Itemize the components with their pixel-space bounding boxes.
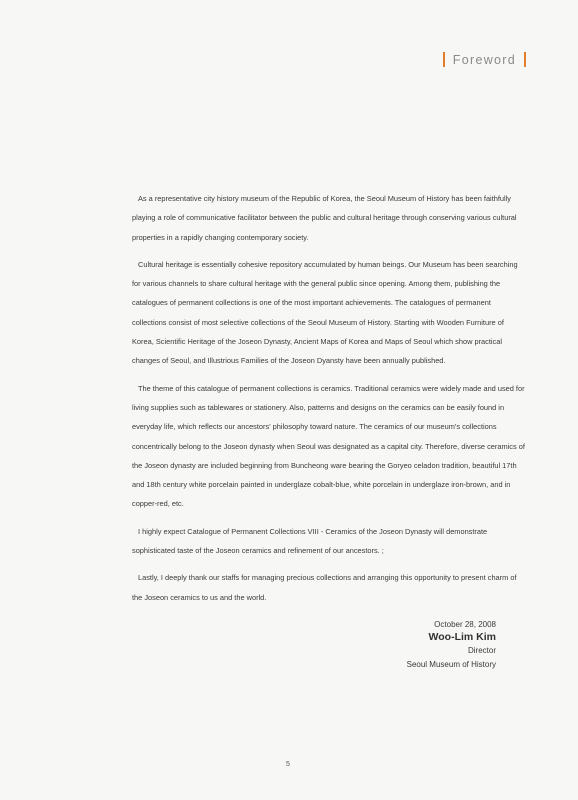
accent-bar-left [443,52,445,67]
signature-name: Woo-Lim Kim [428,631,496,644]
paragraph: Lastly, I deeply thank our staffs for managing precious collections and arranging this opportunity to present charm of the Joseon ceramics to us and the world. [132,573,517,602]
signature-organization: Seoul Museum of History [406,659,496,669]
paragraph: As a representative city history museum of the Republic of Korea, the Seoul Museum of History has been faithfully playing a role of communicative facilitator between the public and cultural heritage through conserving various cultural properties in a rapidly changing contemporary society. [132,194,517,242]
paragraph: Cultural heritage is essentially cohesive repository accumulated by human beings. Our Museum has been searching for various channels to share cultural heritage with the general public since opening. Among them, publishing the catalogues of permanent collections is one of the most important achievements. The catalogues of permanent collections consist of most selective collections of the Seoul Museum of History. Starting with Wooden Furniture of Korea, Scientific Heritage of the Joseon Dynasty, Ancient Maps of Korea and Maps of Seoul which show practical changes of Seoul, and Illustrious Families of the Joseon Dyansty have been annually published. [132,259,518,366]
signature-date: October 28, 2008 [434,620,496,629]
foreword-body [132,189,527,615]
signature-title: Director [467,646,496,656]
page-header [443,52,526,67]
accent-bar-right [524,52,526,67]
signature-block [407,618,496,671]
section-title: Foreword [452,52,516,67]
paragraph: The theme of this catalogue of permanent collections is ceramics. Traditional ceramics were widely made and used for living supplies such as tablewares or stationery. Also, patterns and designs on the ceramics can be easily found in everyday life, which reflects our ancestors' philosophy toward nature. The ceramics of our museum's collections concentrically belong to the Joseon dynasty when Seoul was designated as a capital city. Therefore, diverse ceramics of the Joseon dynasty are included beginning from Buncheong ware bearing the Goryeo celadon tradition, beautiful 17th and 18th century white porcelain painted in underglaze cobalt-blue, white porcelain in underglaze iron-brown, and in copper-red, etc. [132,383,525,509]
page-number: 5 [286,761,290,768]
paragraph: I highly expect Catalogue of Permanent Collections VIII - Ceramics of the Joseon Dynasty will demonstrate sophisticated taste of the Joseon ceramics and refinement of our ancestors. ; [132,526,488,556]
